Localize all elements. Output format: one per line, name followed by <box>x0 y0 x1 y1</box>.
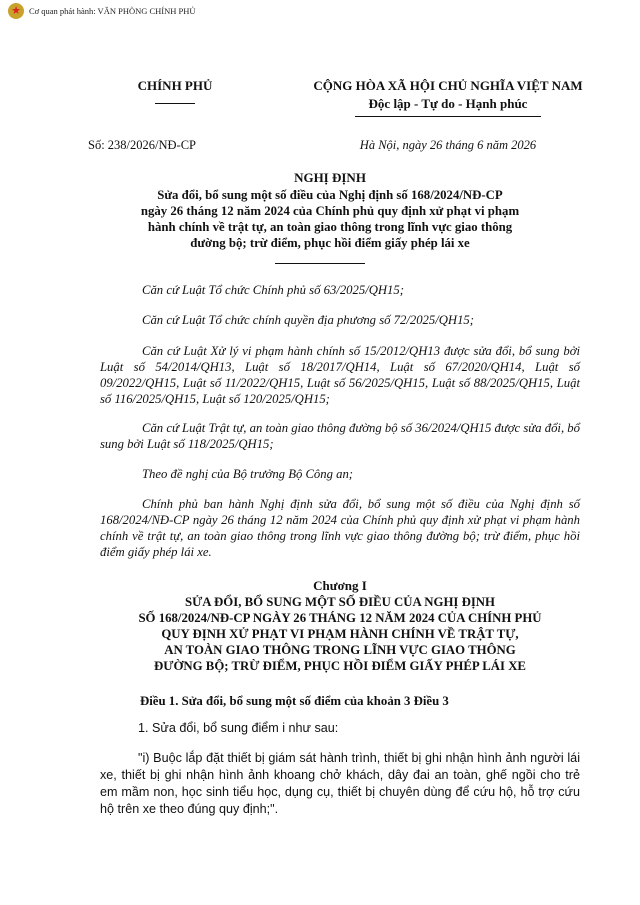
chapter-heading <box>100 594 580 674</box>
national-motto: Độc lập - Tự do - Hạnh phúc <box>368 96 528 111</box>
issuer-header <box>8 3 196 19</box>
chapter-heading-line: SỐ 168/2024/NĐ-CP NGÀY 26 THÁNG 12 NĂM 2024 CỦA CHÍNH PHỦ <box>138 611 542 625</box>
document-type: NGHỊ ĐỊNH <box>294 170 366 185</box>
issuing-agency: CHÍNH PHỦ <box>137 78 213 93</box>
preamble-paragraph: Căn cứ Luật Xử lý vi phạm hành chính số 15/2012/QH13 được sửa đổi, bổ sung bởi Luật số 54/2014/QH13, Luật số 18/2017/QH14, Luật số 67/2020/QH14, Luật số 09/2022/QH15, Luật số 11/2022/QH15, Luật số 56/2025/QH15, Luật số 88/2025/QH15, Luật số 116/2025/QH15, Luật số 120/2025/QH15; <box>100 344 580 406</box>
document-number: Số: 238/2026/NĐ-CP <box>88 138 197 152</box>
preamble-paragraph: Căn cứ Luật Trật tự, an toàn giao thông đường bộ số 36/2024/QH15 được sửa đổi, bổ sung bởi Luật số 118/2025/QH15; <box>100 421 580 451</box>
motto-underline <box>355 116 541 117</box>
subject-line: hành chính về trật tự, an toàn giao thông trong lĩnh vực giao thông <box>147 220 513 234</box>
place-and-date: Hà Nội, ngày 26 tháng 6 năm 2026 <box>359 138 537 152</box>
preamble-paragraph: Chính phủ ban hành Nghị định sửa đổi, bổ sung một số điều của Nghị định số 168/2024/NĐ-CP ngày 26 tháng 12 năm 2024 của Chính phủ quy định xử phạt vi phạm hành chính về trật tự, an toàn giao thông trong lĩnh vực giao thông đường bộ; trừ điểm, phục hồi điểm giấy phép lái xe. <box>100 497 580 559</box>
subject-line: đường bộ; trừ điểm, phục hồi điểm giấy phép lái xe <box>190 236 470 250</box>
subject-line: Sửa đổi, bổ sung một số điều của Nghị định số 168/2024/NĐ-CP <box>157 188 503 202</box>
preamble-paragraph: Căn cứ Luật Tổ chức chính quyền địa phương số 72/2025/QH15; <box>142 313 475 327</box>
article-heading: Điều 1. Sửa đổi, bổ sung một số điểm của khoản 3 Điều 3 <box>140 694 449 708</box>
country-name: CỘNG HÒA XÃ HỘI CHỦ NGHĨA VIỆT NAM <box>313 78 583 93</box>
clause-paragraph: 1. Sửa đổi, bổ sung điểm i như sau: <box>138 721 339 735</box>
document-subject <box>120 187 540 251</box>
preamble-paragraph: Căn cứ Luật Tổ chức Chính phủ số 63/2025/QH15; <box>142 283 404 297</box>
chapter-heading-line: AN TOÀN GIAO THÔNG TRONG LĨNH VỰC GIAO THÔNG <box>164 643 516 657</box>
subject-underline <box>275 263 365 264</box>
agency-underline <box>155 103 195 104</box>
preamble-paragraph: Theo đề nghị của Bộ trưởng Bộ Công an; <box>142 467 354 481</box>
clause-paragraph: "i) Buộc lắp đặt thiết bị giám sát hành trình, thiết bị ghi nhận hình ảnh người lái xe, thiết bị ghi nhận hình ảnh khoang chở khách, dây đai an toàn, ghế ngồi cho trẻ em mầm non, học sinh tiểu học, dụng cụ, thiết bị chuyên dùng để cứu hộ, hỗ trợ cứu hộ trên xe theo đúng quy định;". <box>100 751 580 816</box>
chapter-heading-line: ĐƯỜNG BỘ; TRỪ ĐIỂM, PHỤC HỒI ĐIỂM GIẤY PHÉP LÁI XE <box>154 659 526 673</box>
chapter-title: Chương I <box>313 578 367 593</box>
chapter-heading-line: QUY ĐỊNH XỬ PHẠT VI PHẠM HÀNH CHÍNH VỀ TRẬT TỰ, <box>161 627 519 641</box>
issuer-label: Cơ quan phát hành: VĂN PHÒNG CHÍNH PHỦ <box>29 6 196 16</box>
chapter-heading-line: SỬA ĐỔI, BỔ SUNG MỘT SỐ ĐIỀU CỦA NGHỊ ĐỊNH <box>184 595 496 609</box>
national-emblem-icon <box>8 3 24 19</box>
subject-line: ngày 26 tháng 12 năm 2024 của Chính phủ quy định xử phạt vi phạm <box>140 204 520 218</box>
